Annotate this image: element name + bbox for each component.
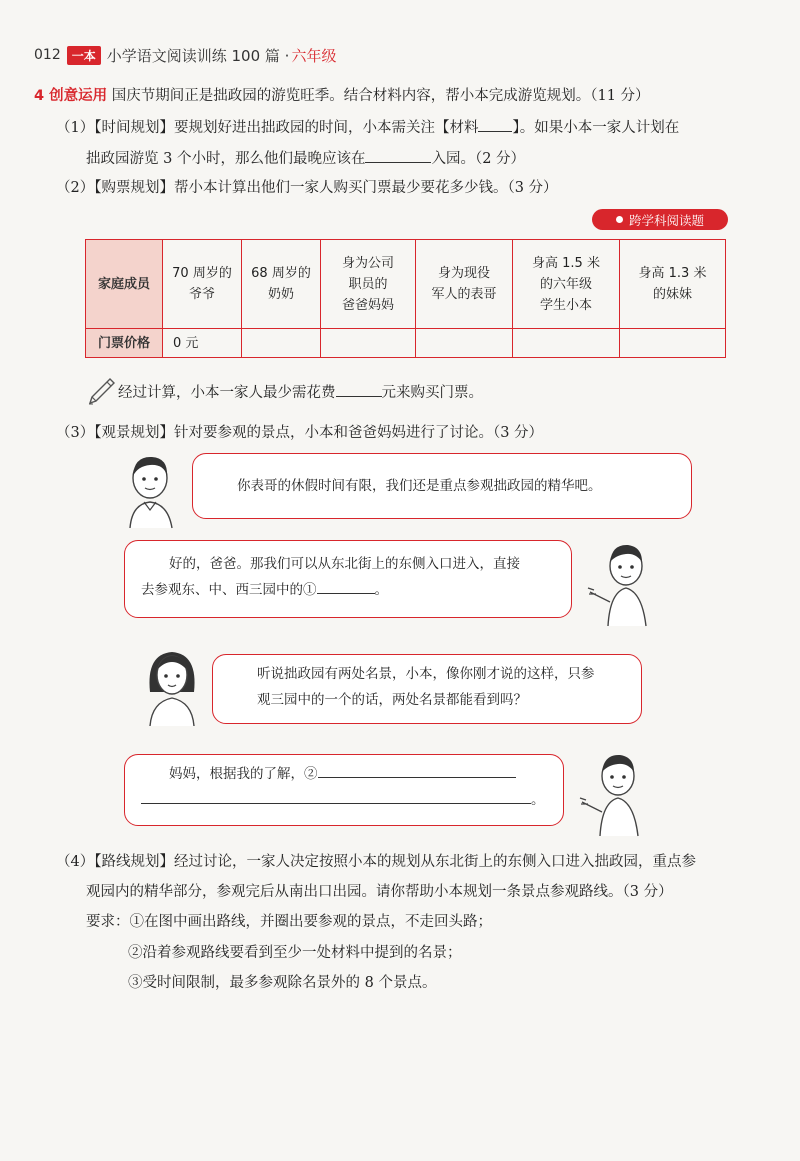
member-text: 爷爷 bbox=[188, 287, 215, 302]
q2-calc-text-b: 元来购买门票。 bbox=[381, 385, 483, 401]
pencil-icon bbox=[86, 376, 116, 406]
q1-line1 bbox=[56, 117, 679, 138]
grade-label: 六年级 bbox=[291, 46, 337, 65]
price-cell-cousin[interactable] bbox=[416, 329, 513, 358]
q1-line2 bbox=[86, 148, 525, 169]
member-cell-parents bbox=[321, 240, 416, 329]
member-text: 身为现役 bbox=[437, 266, 490, 281]
member-text: 职员的 bbox=[348, 276, 388, 292]
q4-requirement-3: ③受时间限制，最多参观除名景外的 8 个景点。 bbox=[128, 975, 437, 991]
price-cell-grandpa: 0 元 bbox=[163, 329, 242, 358]
dad-speech-text: 你表哥的休假时间有限，我们还是重点参观拙政园的精华吧。 bbox=[237, 478, 602, 494]
badge-label: 跨学科阅读题 bbox=[628, 212, 704, 228]
mom-avatar bbox=[140, 642, 204, 728]
member-cell-grandma bbox=[242, 240, 321, 329]
son1-text-end: 。 bbox=[374, 582, 388, 598]
table-row-prices bbox=[86, 329, 726, 358]
blank-2-line2[interactable] bbox=[141, 789, 531, 804]
q4-line2: 观园内的精华部分，参观完后从南出口出园。请你帮助小本规划一条景点参观路线。（3 分） bbox=[86, 884, 673, 900]
book-title: 小学语文阅读训练 100 篇 · bbox=[106, 46, 290, 65]
question-intro-line bbox=[34, 86, 650, 106]
member-text: 身高 1.5 米 bbox=[532, 255, 600, 271]
q1-material-blank[interactable] bbox=[478, 117, 512, 132]
q1-time-blank[interactable] bbox=[365, 148, 431, 163]
dad-avatar bbox=[120, 448, 182, 530]
price-cell-xiaoben[interactable] bbox=[513, 329, 620, 358]
ticket-price-table bbox=[85, 239, 726, 358]
son-avatar-1 bbox=[584, 536, 664, 628]
son1-text-line1: 好的，爸爸。那我们可以从东北街上的东侧入口进入，直接 bbox=[169, 556, 520, 572]
price-cell-grandma[interactable] bbox=[242, 329, 321, 358]
member-text: 爸爸妈妈 bbox=[341, 297, 394, 313]
page-number: 012 bbox=[34, 47, 61, 63]
member-cell-xiaoben bbox=[513, 240, 620, 329]
son-avatar-2 bbox=[576, 746, 656, 838]
badge-dot-icon bbox=[616, 216, 623, 223]
q3-prompt: （3）【观景规划】针对要参观的景点，小本和爸爸妈妈进行了讨论。（3 分） bbox=[56, 425, 544, 441]
member-text: 军人的表哥 bbox=[431, 287, 497, 302]
member-text: 70 周岁的 bbox=[172, 266, 232, 281]
member-cell-sister bbox=[620, 240, 726, 329]
member-text: 学生小本 bbox=[539, 297, 592, 313]
q2-prompt: （2）【购票规划】帮小本计算出他们一家人购买门票最少要花多少钱。（3 分） bbox=[56, 180, 558, 196]
member-text: 奶奶 bbox=[267, 287, 294, 302]
dad-speech-bubble bbox=[192, 453, 692, 519]
price-cell-sister[interactable] bbox=[620, 329, 726, 358]
question-number-tag: 4 创意运用 bbox=[34, 88, 108, 104]
son-speech-bubble-2 bbox=[124, 754, 564, 826]
q1-text-b: 】。如果小本一家人计划在 bbox=[512, 120, 680, 136]
brand-logo: 一本 bbox=[67, 46, 101, 65]
q1-text-d: 入园。（2 分） bbox=[431, 151, 526, 167]
q1-text-c: 拙政园游览 3 个小时，那么他们最晚应该在 bbox=[86, 151, 366, 167]
member-text: 68 周岁的 bbox=[251, 266, 311, 281]
blank-1[interactable] bbox=[317, 579, 375, 594]
row-header-members: 家庭成员 bbox=[86, 240, 163, 329]
member-cell-cousin bbox=[416, 240, 513, 329]
son2-text-end: 。 bbox=[531, 792, 545, 808]
son2-text-line1: 妈妈，根据我的了解，② bbox=[169, 766, 318, 782]
son1-text-line2: 去参观东、中、西三园中的① bbox=[141, 582, 317, 598]
member-text: 身为公司 bbox=[341, 255, 394, 271]
q1-text-a: （1）【时间规划】要规划好进出拙政园的时间，小本需关注【材料 bbox=[56, 120, 479, 136]
member-text: 的妹妹 bbox=[652, 287, 692, 302]
price-cell-parents[interactable] bbox=[321, 329, 416, 358]
q4-requirement-2: ②沿着参观路线要看到至少一处材料中提到的名景； bbox=[128, 945, 462, 961]
page-header bbox=[34, 44, 336, 66]
row-header-prices: 门票价格 bbox=[86, 329, 163, 358]
table-row-members bbox=[86, 240, 726, 329]
q4-line1: （4）【路线规划】经过讨论，一家人决定按照小本的规划从东北街上的东侧入口进入拙政园，重点参 bbox=[56, 854, 696, 870]
question-intro: 国庆节期间正是拙政园的游览旺季。结合材料内容，帮小本完成游览规划。（11 分） bbox=[111, 88, 650, 104]
q2-cost-blank[interactable] bbox=[336, 382, 382, 397]
blank-2-line1[interactable] bbox=[318, 763, 516, 778]
mom-text-line1: 听说拙政园有两处名景，小本，像你刚才说的这样，只参 bbox=[257, 666, 595, 682]
q2-calc-text-a: 经过计算，小本一家人最少需花费 bbox=[118, 385, 336, 401]
mom-text-line2: 观三园中的一个的话，两处名景都能看到吗？ bbox=[257, 692, 527, 708]
mom-speech-bubble bbox=[212, 654, 642, 724]
member-text: 身高 1.3 米 bbox=[638, 266, 707, 281]
q4-requirement-1: 要求：①在图中画出路线，并圈出要参观的景点，不走回头路； bbox=[86, 914, 492, 930]
member-cell-grandpa bbox=[163, 240, 242, 329]
cross-subject-badge bbox=[592, 209, 728, 230]
q2-calc-line bbox=[118, 382, 483, 403]
member-text: 的六年级 bbox=[539, 276, 592, 292]
son-speech-bubble-1 bbox=[124, 540, 572, 618]
